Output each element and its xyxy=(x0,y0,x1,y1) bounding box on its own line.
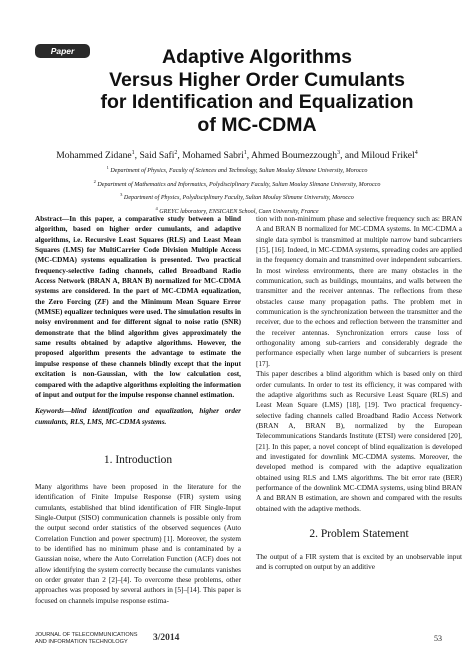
affil-mark: 2 xyxy=(93,178,96,184)
affiliation xyxy=(20,177,454,191)
journal-name-line: JOURNAL OF TELECOMMUNICATIONS xyxy=(35,632,138,638)
author-name: Said Safi xyxy=(139,150,175,162)
affiliation xyxy=(20,163,454,177)
author-name: Mohammed Zidane xyxy=(56,150,132,162)
left-column xyxy=(35,214,241,606)
section-heading-introduction: 1. Introduction xyxy=(103,453,173,466)
keywords: Keywords—blind identification and equalization, higher order cumulants, RLS, LMS, MC-CDMA systems. xyxy=(35,407,241,426)
author-affil-mark: 4 xyxy=(414,150,418,156)
section-heading-problem-statement: 2. Problem Statement xyxy=(309,527,409,540)
affil-text: GREYC laboratory, ENSICAEN School, Caen University, France xyxy=(159,208,319,215)
body-paragraph: This paper describes a blind algorithm which is based only on third order cumulants. In order to test its efficiency, it was compared with the adaptive algorithms such as Recursive Least Square (RLS) and Least Mean Square (LMS) [18], [19]. Two practical frequency-selective fading channels called Broadband Radio Access Network (BRAN A, BRAN B), normalized by the European Telecommunications Standards Institute (ETSI) were considered [20], [21]. In this paper, a novel concept of blind equalization is developed and investigated for downlink MC-CDMA systems. Moreover, the developed method is compared with the adaptive equalization obtained using RLS and LMS algorithms. The bit error rate (BER) performance of the downlink MC-CDMA systems, using blind BRAN A and BRAN B estimation, are shown and compared with the results obtained with the adaptive methods. xyxy=(256,370,462,513)
title-line: Versus Higher Order Cumulants xyxy=(109,68,405,91)
problem-statement-paragraph: The output of a FIR system that is excited by an unobservable input and is corrupted on output by an additive xyxy=(256,552,462,572)
abstract: Abstract—In this paper, a comparative study between a blind algorithm, based on higher order cumulants, and adaptive algorithms, i.e. Recursive Least Squares (RLS) and Least Mean Squares (LMS) for MultiCarrier Code Division Multiple Access (MC-CDMA) systems equalization is presented. Two practical frequency-selective fading channels, called Broadband Radio Access Network (BRAN A, BRAN B) normalized for MC-CDMA systems are considered. In the part of MC-CDMA equalization, the Zero Forcing (ZF) and the Minimum Mean Square Error (MMSE) equalizer techniques were used. The simulation results in noisy environment and for different signal to noise ratio (SNR) demonstrate that the blind algorithm gives approximately the same results obtained by adaptive algorithms. However, the proposed algorithm presents the advantage to estimate the impulse response of these channels blindly except that the input excitation is non-Gaussian, with the low calculation cost, compared with the adaptive algorithms exploiting the information of input and output for the impulse response channel estimation. xyxy=(35,215,241,399)
author-affil-mark: 3 xyxy=(337,150,341,156)
paper-title xyxy=(40,46,474,136)
author-affil-mark: 1 xyxy=(131,150,135,156)
issue-number: 3/2014 xyxy=(153,633,180,643)
affil-mark: 3 xyxy=(120,192,123,198)
author-affil-mark: 2 xyxy=(174,150,178,156)
affil-text: Department of Mathematics and Informatics, Polydisciplinary Faculty, Sultan Moulay Slimane University, Morocco xyxy=(97,181,381,188)
title-line: Adaptive Algorithms xyxy=(162,46,352,68)
page-number: 53 xyxy=(434,634,442,643)
body-paragraph: tion with non-minimum phase and selective frequency such as: BRAN A and BRAN B normalized for MC-CDMA systems. In MC-CDMA a single data symbol is transmitted at multiple narrow band subcarriers [15], [16]. Indeed, in MC-CDMA systems, spreading codes are applied in the frequency domain and transmitted over independent subcarriers. In most wireless environments, there are many obstacles in the communication, such as buildings, mountains, and walls between the transmitter and the receiver antennas. The reflections from these obstacles cause many propagation paths. The problem met in communication is the synchronization between the transmitter and the receiver, due to the echoes and reflection between the transmitter and the receiver antennas. Synchronization errors cause loss of orthogonality among sub-carriers and considerably degrade the performance especially when large number of subcarriers is present [17]. xyxy=(256,215,462,368)
affil-mark: 1 xyxy=(106,165,109,170)
introduction-paragraph: Many algorithms have been proposed in the literature for the identification of Finite Impulse Response (FIR) system using cumulants, established that blind identification of FIR Single-Input Single-Output (SISO) communication channels is possible only from the output second order statistics of the observed sequences (Auto Correlation Function and power spectrum) [1]. Moreover, the system to be identified has no minimum phase and is contaminated by a Gaussian noise, where the Auto Correlation Function (ACF) does not allow identifying the system correctly because the cumulants vanishes on order greater than 2 [2]–[4]. To overcome these problems, other approaches was proposed by several authors in [5]–[14]. This paper is focused on channels impulse response estima- xyxy=(35,482,241,605)
affil-mark: 4 xyxy=(155,205,158,211)
title-line: of MC-CDMA xyxy=(197,113,317,136)
affil-text: Department of Physics, Faculty of Sciences and Technology, Sultan Moulay Slimane University, Morocco xyxy=(110,168,368,175)
author-name: Mohamed Sabri xyxy=(182,150,244,162)
affiliation-list xyxy=(20,163,454,218)
journal-name-line: AND INFORMATION TECHNOLOGY xyxy=(35,638,128,645)
affil-text: Department of Physics, Polydisciplinary Faculty, Sultan Moulay Slimane University, Morocco xyxy=(123,195,354,202)
page-footer xyxy=(35,632,442,648)
paper-type-badge: Paper xyxy=(35,44,90,58)
affiliation xyxy=(20,190,454,204)
journal-name xyxy=(35,632,137,645)
author-list: Mohammed Zidane$^1$, Said Safi$^2$, Mohamed Sabri$^1$, Ahmed Boumezzough$^3$, and Miloud Frikel$^4$ xyxy=(56,150,418,162)
author-name: and Miloud Frikel xyxy=(344,150,415,162)
author-affil-mark: 1 xyxy=(243,150,247,156)
title-line: for Identification and Equalization xyxy=(100,91,414,113)
right-column xyxy=(256,214,462,573)
author-name: Ahmed Boumezzough xyxy=(251,150,338,162)
